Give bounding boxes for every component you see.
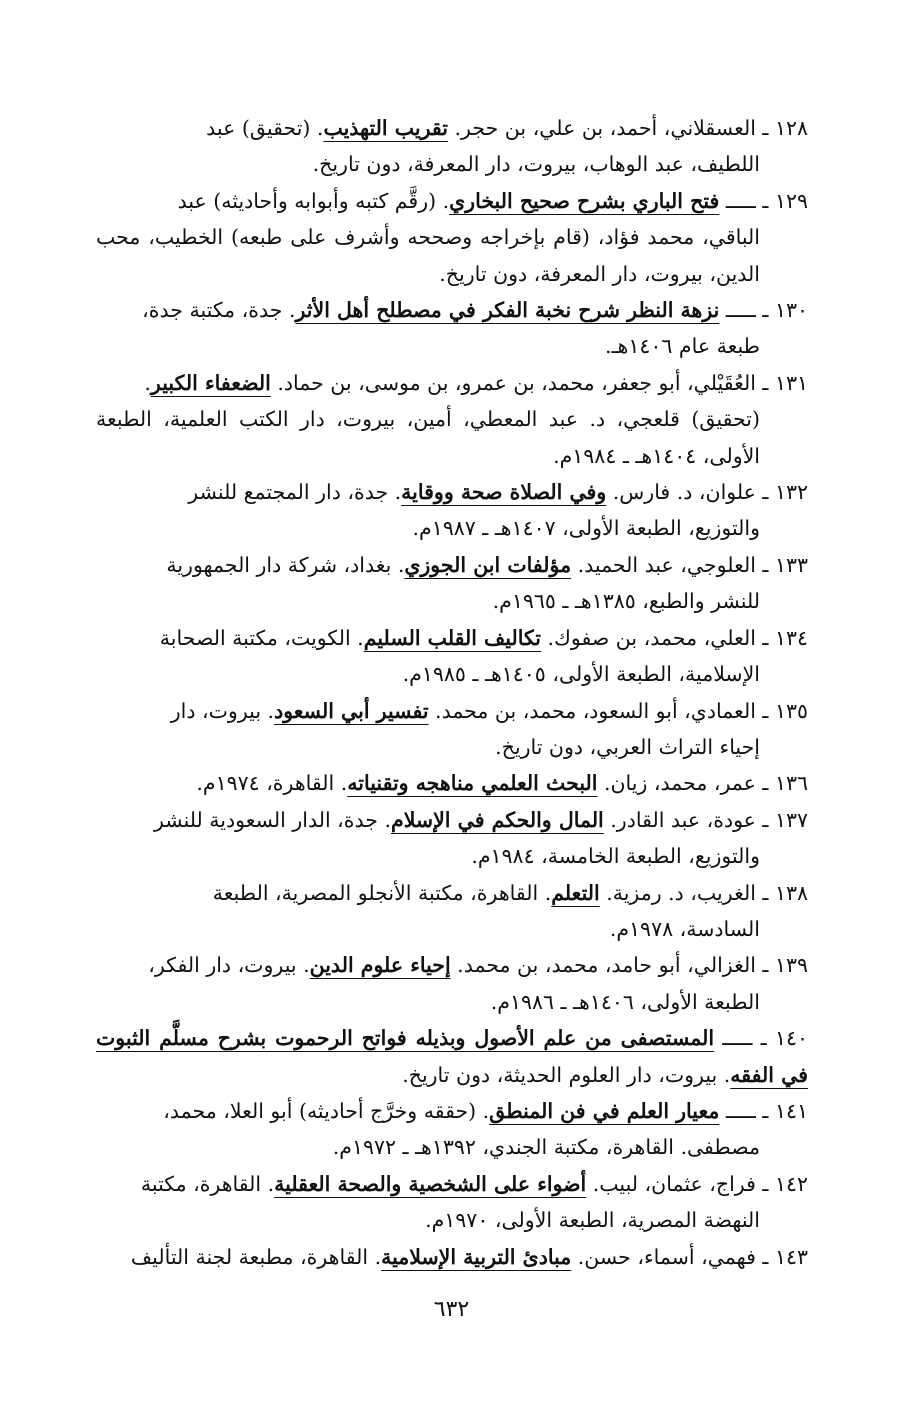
entry-number: ١٤٢ ـ: [762, 1171, 808, 1196]
entry-continuation: الباقي، محمد فؤاد، (قام بإخراجه وصححه وأشرف على طبعه) الخطيب، محب الدين، بيروت، دار المعرفة، دون تاريخ.: [96, 225, 760, 286]
bibliography-entry: ١٤١ ـ ـــــ معيار العلم في فن المنطق. (حققه وخرَّج أحاديثه) أبو العلا، محمد، مصطفى. القاهرة، مكتبة الجندي، ١٣٩٢هـ ـ ١٩٧٢م.: [96, 1093, 808, 1166]
entry-continuation: (تحقيق) قلعجي، د. عبد المعطي، أمين، بيروت، دار الكتب العلمية، الطبعة الأولى، ١٤٠٤هـ ـ ١٩٨٤م.: [96, 407, 760, 468]
entry-title: الضعفاء الكبير: [150, 370, 271, 395]
entry-continuation: النهضة المصرية، الطبعة الأولى، ١٩٧٠م.: [425, 1208, 760, 1233]
entry-continuation: الطبعة الأولى، ١٤٠٦هـ ـ ١٩٨٦م.: [490, 989, 760, 1014]
entry-title: معيار العلم في فن المنطق: [489, 1098, 720, 1123]
bibliography-entry: ١٤٣ ـ فهمي، أسماء، حسن. مبادئ التربية الإسلامية. القاهرة، مطبعة لجنة التأليف: [130, 1244, 808, 1269]
entry-number: ١٣٩ ـ: [762, 953, 808, 978]
page-number: ٦٣٢: [433, 1297, 470, 1322]
entry-number: ١٣٢ ـ: [762, 480, 808, 505]
entry-number: ١٣٦ ـ: [762, 771, 808, 796]
bibliography-entry: ١٣٩ ـ الغزالي، أبو حامد، محمد، بن محمد. إحياء علوم الدين. بيروت، دار الفكر، الطبعة الأولى، ١٤٠٦هـ ـ ١٩٨٦م.: [96, 947, 808, 1020]
entry-number: ١٣٨ ـ: [762, 880, 808, 905]
bibliography-entry: ١٣٧ ـ عودة، عبد القادر. المال والحكم في الإسلام. جدة، الدار السعودية للنشر والتوزيع، الطبعة الخامسة، ١٩٨٤م.: [96, 802, 808, 875]
bibliography-entry: ١٣٨ ـ الغريب، د. رمزية. التعلم. القاهرة، مكتبة الأنجلو المصرية، الطبعة السادسة، ١٩٧٨م.: [96, 875, 808, 948]
bibliography-entry: ١٣٤ ـ العلي، محمد، بن صفوك. تكاليف القلب السليم. الكويت، مكتبة الصحابة الإسلامية، الطبعة الأولى، ١٤٠٥هـ ـ ١٩٨٥م.: [96, 620, 808, 693]
entry-number: ١٣١ ـ: [762, 370, 808, 395]
entry-title: أضواء على الشخصية والصحة العقلية: [274, 1171, 587, 1196]
entry-number: ١٣٤ ـ: [762, 625, 808, 650]
entry-continuation: مصطفى. القاهرة، مكتبة الجندي، ١٣٩٢هـ ـ ١٩٧٢م.: [332, 1135, 760, 1160]
bibliography-entry: ١٣٢ ـ علوان، د. فارس. وفي الصلاة صحة ووقاية. جدة، دار المجتمع للنشر والتوزيع، الطبعة الأولى، ١٤٠٧هـ ـ ١٩٨٧م.: [96, 474, 808, 547]
bibliography-entry: ١٣٣ ـ العلوجي، عبد الحميد. مؤلفات ابن الجوزي. بغداد، شركة دار الجمهورية للنشر والطبع، ١٣٨٥هـ ـ ١٩٦٥م.: [96, 547, 808, 620]
entry-title: التعلم: [551, 880, 600, 905]
entry-number: ١٤١ ـ: [762, 1098, 808, 1123]
entry-title: مبادئ التربية الإسلامية: [381, 1244, 572, 1269]
entry-title: المستصفى من علم الأصول وبذيله فواتح الرحموت بشرح مسلَّم الثبوت في الفقه: [96, 1026, 808, 1087]
bibliography-entry: ١٣١ ـ العُقَيْلي، أبو جعفر، محمد، بن عمرو، بن موسى، بن حماد. الضعفاء الكبير. (تحقيق) قلعجي، د. عبد المعطي، أمين، بيروت، دار الكتب العلمية، الطبعة الأولى، ١٤٠٤هـ ـ ١٩٨٤م.: [96, 365, 808, 474]
bibliography-entry: ١٣٦ ـ عمر، محمد، زيان. البحث العلمي مناهجه وتقنياته. القاهرة، ١٩٧٤م.: [196, 771, 808, 796]
bibliography-entry: ١٣٠ ـ ـــــ نزهة النظر شرح نخبة الفكر في مصطلح أهل الأثر. جدة، مكتبة جدة، طبعة عام ١٤٠٦هـ.: [96, 292, 808, 365]
bibliography-entry: ١٢٨ ـ العسقلاني، أحمد، بن علي، بن حجر. تقريب التهذيب. (تحقيق) عبد اللطيف، عبد الوهاب، بيروت، دار المعرفة، دون تاريخ.: [96, 110, 808, 183]
entry-title: فتح الباري بشرح صحيح البخاري: [449, 188, 720, 213]
entry-number: ١٣٣ ـ: [762, 552, 808, 577]
entry-title: المال والحكم في الإسلام: [391, 807, 604, 832]
entry-title: إحياء علوم الدين: [309, 953, 451, 978]
entry-number: ١٤٣ ـ: [762, 1244, 808, 1269]
bibliography-list: [96, 110, 808, 1275]
entry-continuation: طبعة عام ١٤٠٦هـ.: [605, 334, 760, 359]
entry-continuation: إحياء التراث العربي، دون تاريخ.: [495, 734, 760, 759]
entry-continuation: السادسة، ١٩٧٨م.: [609, 916, 760, 941]
entry-number: ١٢٩ ـ: [762, 188, 808, 213]
entry-title: وفي الصلاة صحة ووقاية: [401, 480, 607, 505]
entry-number: ١٣٠ ـ: [762, 298, 808, 323]
entry-title: مؤلفات ابن الجوزي: [404, 552, 572, 577]
entry-title: نزهة النظر شرح نخبة الفكر في مصطلح أهل الأثر: [295, 298, 720, 323]
entry-continuation: والتوزيع، الطبعة الأولى، ١٤٠٧هـ ـ ١٩٨٧م.: [412, 516, 760, 541]
entry-number: ١٣٧ ـ: [762, 807, 808, 832]
bibliography-entry: ١٢٩ ـ ـــــ فتح الباري بشرح صحيح البخاري. (رقَّم كتبه وأبوابه وأحاديثه) عبد الباقي، محمد فؤاد، (قام بإخراجه وصححه وأشرف على طبعه) الخطيب، محب الدين، بيروت، دار المعرفة، دون تاريخ.: [96, 183, 808, 292]
entry-continuation: اللطيف، عبد الوهاب، بيروت، دار المعرفة، دون تاريخ.: [312, 152, 760, 177]
bibliography-entry: ١٤٠ ـ ـــــ المستصفى من علم الأصول وبذيله فواتح الرحموت بشرح مسلَّم الثبوت في الفقه. بيروت، دار العلوم الحديثة، دون تاريخ.: [96, 1026, 809, 1087]
entry-continuation: والتوزيع، الطبعة الخامسة، ١٩٨٤م.: [471, 844, 760, 869]
entry-number: ١٣٥ ـ: [762, 698, 808, 723]
entry-title: تفسير أبي السعود: [274, 698, 429, 723]
entry-continuation: للنشر والطبع، ١٣٨٥هـ ـ ١٩٦٥م.: [492, 589, 760, 614]
entry-continuation: الإسلامية، الطبعة الأولى، ١٤٠٥هـ ـ ١٩٨٥م.: [402, 662, 760, 687]
entry-title: تكاليف القلب السليم: [363, 625, 541, 650]
bibliography-entry: ١٣٥ ـ العمادي، أبو السعود، محمد، بن محمد. تفسير أبي السعود. بيروت، دار إحياء التراث العربي، دون تاريخ.: [96, 693, 808, 766]
entry-number: ١٢٨ ـ: [762, 116, 808, 140]
entry-title: تقريب التهذيب: [323, 116, 448, 140]
entry-number: ١٤٠ ـ: [760, 1026, 809, 1051]
bibliography-entry: ١٤٢ ـ فراج، عثمان، لبيب. أضواء على الشخصية والصحة العقلية. القاهرة، مكتبة النهضة المصرية، الطبعة الأولى، ١٩٧٠م.: [96, 1166, 808, 1239]
entry-title: البحث العلمي مناهجه وتقنياته: [347, 771, 598, 796]
